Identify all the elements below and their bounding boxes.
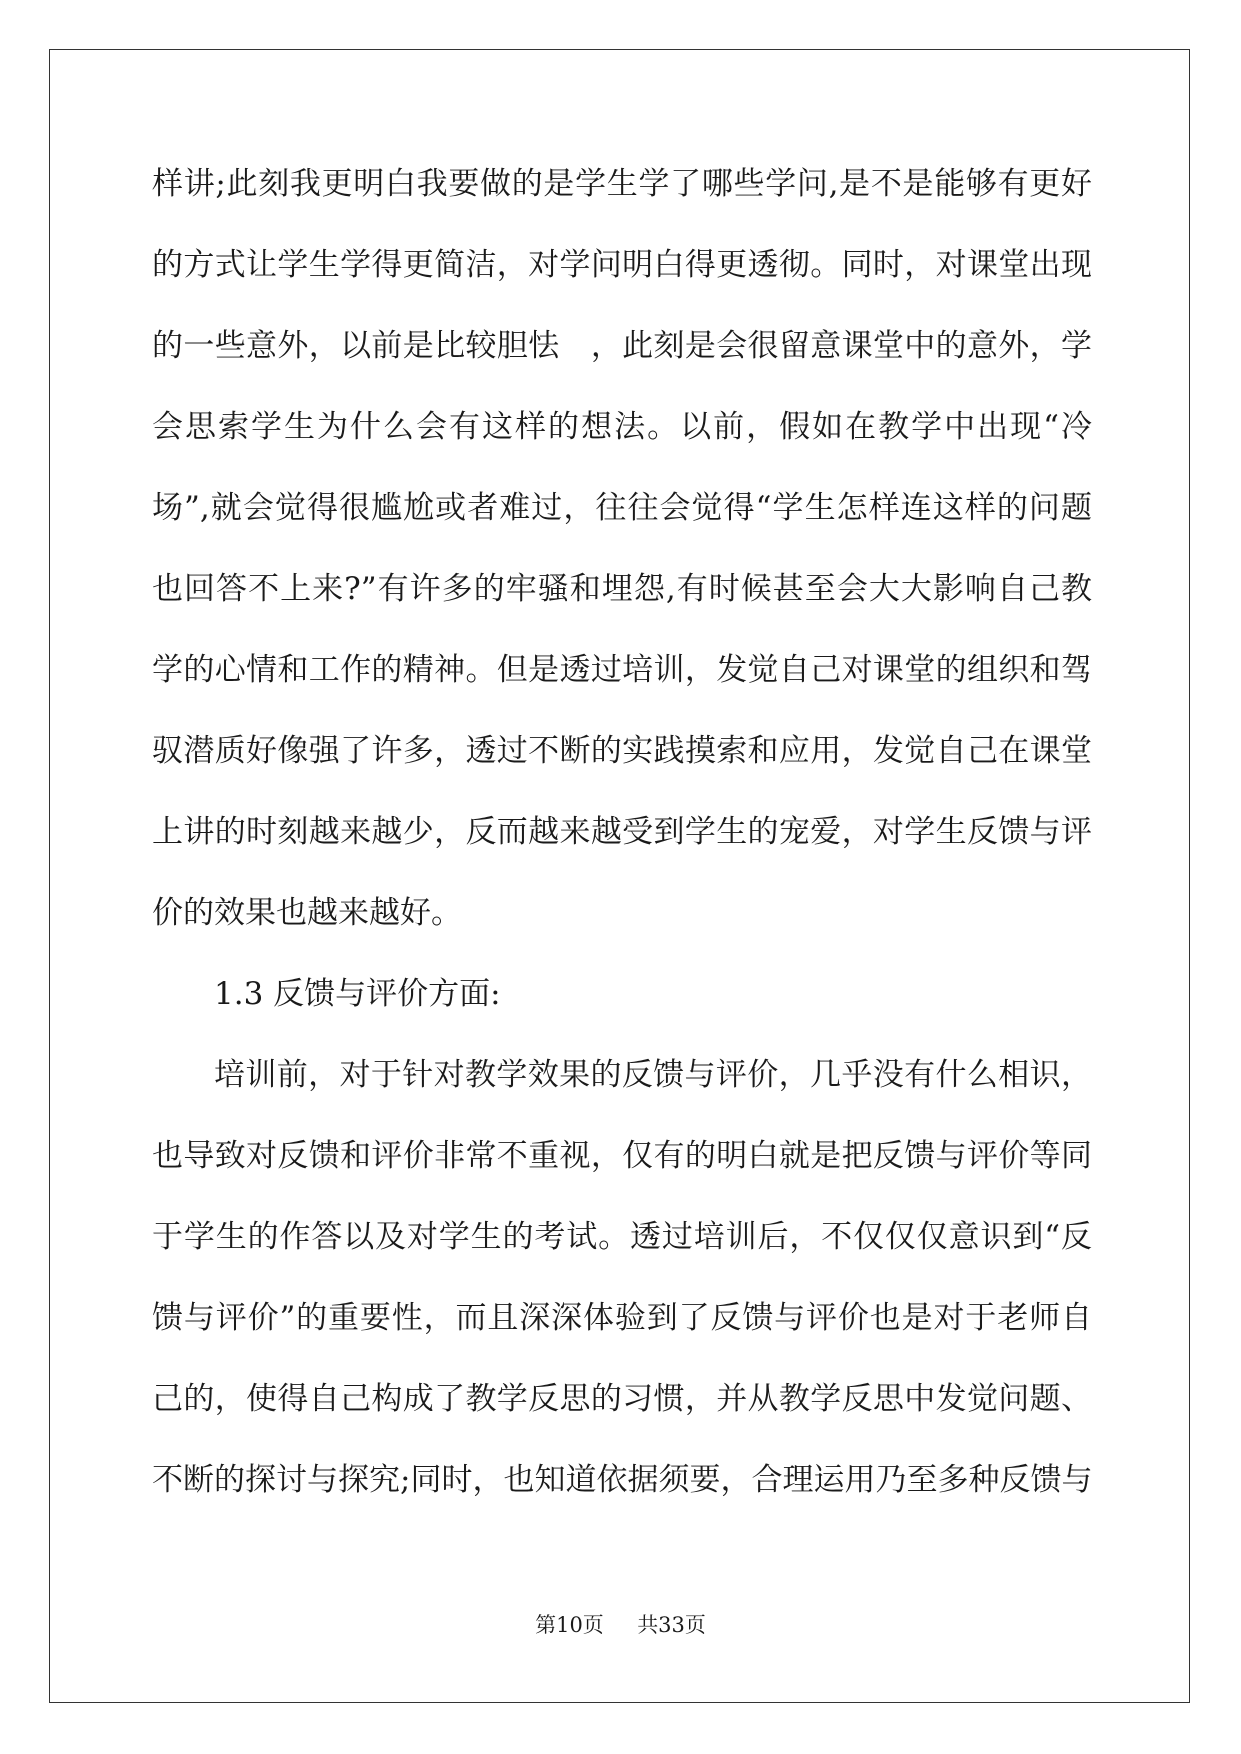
section-heading: 1.3 反馈与评价方面:: [214, 976, 501, 1012]
page-total: 共33页: [637, 1613, 706, 1637]
paragraph-line: 场”,就会觉得很尴尬或者难过，往往会觉得“学生怎样连这样的问题: [152, 490, 1092, 526]
paragraph-line: 价的效果也越来越好。: [152, 895, 462, 931]
paragraph-line: 己的，使得自己构成了教学反思的习惯，并从教学反思中发觉问题、: [152, 1381, 1092, 1417]
paragraph-line: 馈与评价”的重要性，而且深深体验到了反馈与评价也是对于老师自: [152, 1300, 1092, 1336]
paragraph-line: 会思索学生为什么会有这样的想法。以前，假如在教学中出现“冷: [152, 409, 1092, 445]
paragraph-line: 也导致对反馈和评价非常不重视，仅有的明白就是把反馈与评价等同: [152, 1138, 1092, 1174]
paragraph-line: 的一些意外，以前是比较胆怯 ，此刻是会很留意课堂中的意外，学: [152, 328, 1092, 364]
page-footer: [0, 1611, 1241, 1639]
page-number: 第10页: [535, 1613, 604, 1637]
paragraph-line: 不断的探讨与探究;同时，也知道依据须要，合理运用乃至多种反馈与: [152, 1462, 1093, 1498]
paragraph-line: 学的心情和工作的精神。但是透过培训，发觉自己对课堂的组织和驾: [152, 652, 1092, 688]
paragraph-line: 上讲的时刻越来越少，反而越来越受到学生的宠爱，对学生反馈与评: [152, 814, 1092, 850]
paragraph-line: 也回答不上来?”有许多的牢骚和埋怨,有时候甚至会大大影响自己教: [152, 571, 1092, 607]
body-text: [152, 162, 1092, 1539]
paragraph-line: 样讲;此刻我更明白我要做的是学生学了哪些学问,是不是能够有更好: [152, 166, 1092, 202]
paragraph-line: 培训前，对于针对教学效果的反馈与评价，几乎没有什么相识，: [214, 1057, 1092, 1093]
paragraph-line: 的方式让学生学得更简洁，对学问明白得更透彻。同时，对课堂出现: [152, 247, 1092, 283]
paragraph-line: 于学生的作答以及对学生的考试。透过培训后，不仅仅仅意识到“反: [152, 1219, 1092, 1255]
paragraph-line: 驭潜质好像强了许多，透过不断的实践摸索和应用，发觉自己在课堂: [152, 733, 1092, 769]
